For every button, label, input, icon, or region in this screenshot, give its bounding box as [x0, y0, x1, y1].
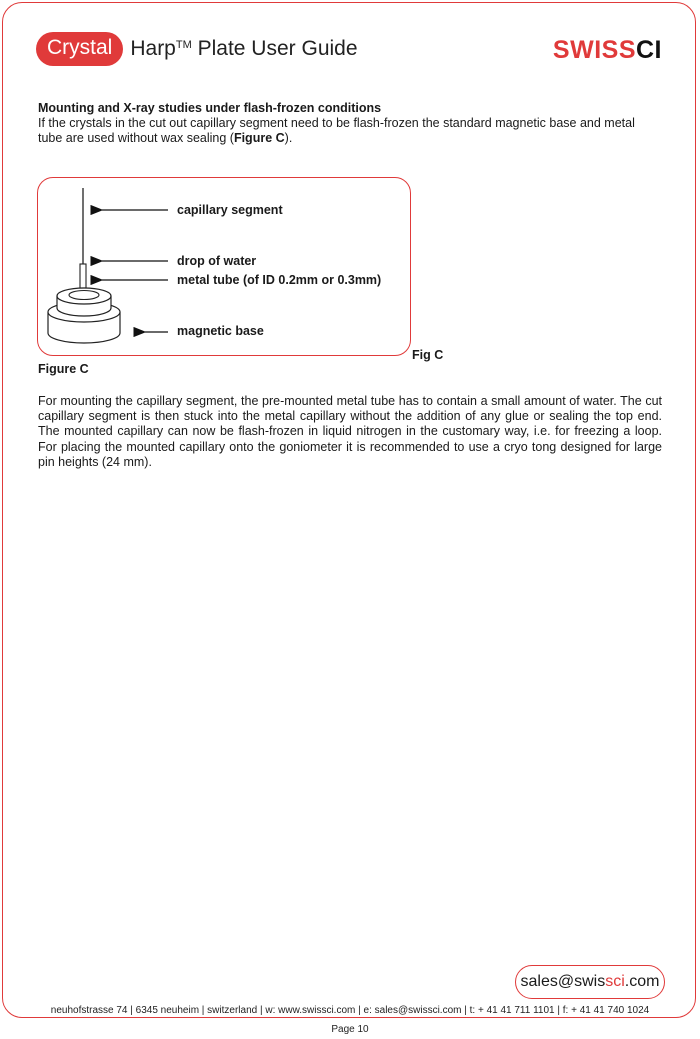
title-harp: Harp: [130, 37, 176, 60]
trademark: TM: [175, 39, 192, 51]
section-heading: Mounting and X-ray studies under flash-frozen conditions: [38, 101, 382, 115]
page-number: Page 10: [331, 1024, 369, 1035]
footer-address: neuhofstrasse 74 | 6345 neuheim | switzerland | w: www.swissci.com | e: sales@swissci.com | t: + 41 41 711 1101 | f: + 41 41 740 1024: [50, 1005, 650, 1016]
header: [36, 30, 358, 68]
body-paragraph: For mounting the capillary segment, the pre-mounted metal tube has to contain a small amount of water. The cut capillary segment is then stuck into the metal capillary without the addition of any glue or sealing the top end. The mounted capillary can now be flash-frozen in liquid nitrogen in the customary way, i.e. for freezing a loop. For placing the mounted capillary onto the goniometer it is recommended to use a cryo tong designed for large pin heights (24 mm).: [38, 394, 662, 469]
email-part3: .com: [624, 973, 660, 990]
intro-figure-ref: Figure C: [233, 131, 285, 145]
email-contact-link[interactable]: [515, 965, 665, 999]
fig-label: Fig C: [412, 348, 444, 362]
label-drop-of-water: drop of water: [177, 254, 257, 268]
figure-caption: Figure C: [38, 362, 89, 376]
base-inner-ring: [69, 291, 99, 300]
email-part1: sales@swis: [520, 973, 606, 990]
intro-text: If the crystals in the cut out capillary segment need to be flash-frozen the standard magnetic base and metal tube are used without wax sealing (: [38, 116, 635, 145]
label-capillary-segment: capillary segment: [177, 203, 283, 217]
intro-end: ).: [284, 131, 293, 145]
label-metal-tube: metal tube (of ID 0.2mm or 0.3mm): [177, 273, 382, 287]
swissci-logo: [553, 36, 662, 65]
document-title: [130, 37, 357, 61]
metal-tube: [80, 264, 86, 288]
label-magnetic-base: magnetic base: [177, 324, 264, 338]
title-rest: Plate User Guide: [197, 37, 358, 60]
logo-ci: CI: [636, 36, 662, 64]
logo-swiss: SWISS: [552, 36, 636, 64]
intro-paragraph: [38, 116, 662, 146]
crystal-badge: Crystal: [36, 32, 123, 66]
figure-c-panel: [37, 177, 411, 356]
email-part2: sci: [605, 973, 625, 990]
page-border: [2, 2, 696, 1018]
